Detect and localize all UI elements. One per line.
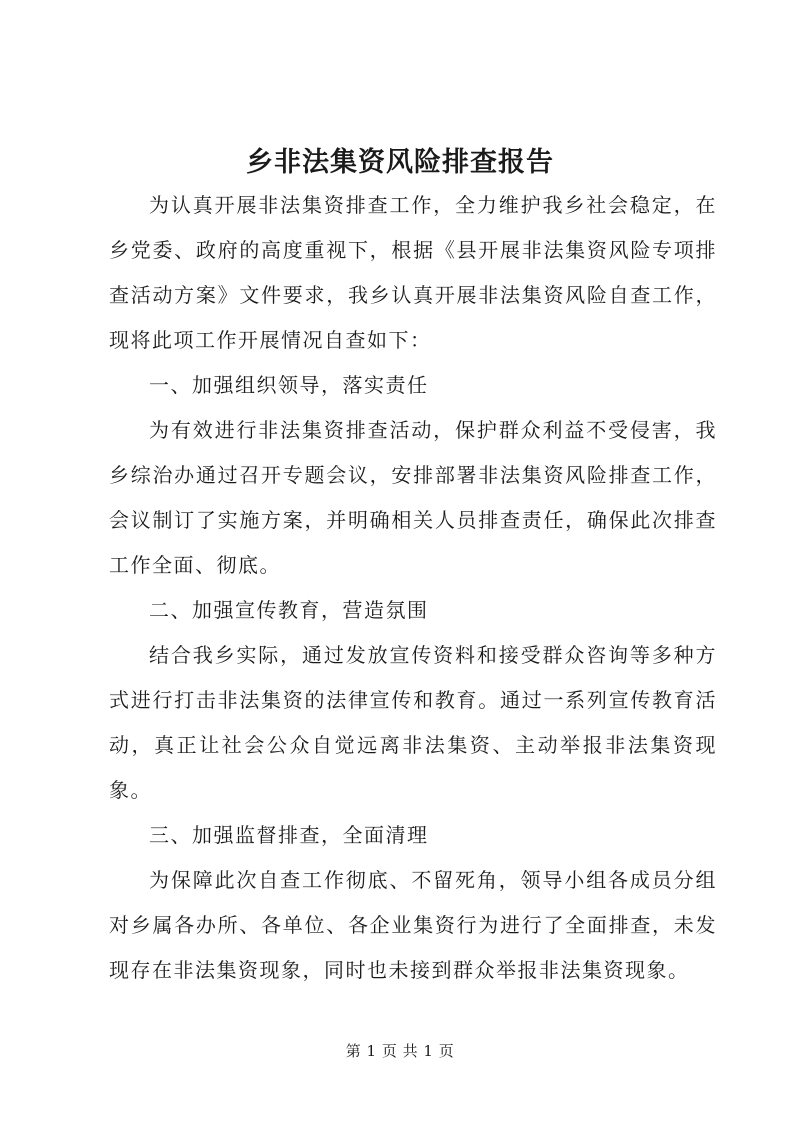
section-heading-1: 一、加强组织领导，落实责任 bbox=[149, 373, 429, 397]
document-body bbox=[109, 183, 717, 993]
intro-paragraph: 为认真开展非法集资排查工作，全力维护我乡社会稳定，在乡党委、政府的高度重视下，根据《县开展非法集资风险专项排查活动方案》文件要求，我乡认真开展非法集资风险自查工作，现将此项工作开展情况自查如下： bbox=[109, 193, 717, 352]
section-paragraph-2: 结合我乡实际，通过发放宣传资料和接受群众咨询等多种方式进行打击非法集资的法律宣传和教育。通过一系列宣传教育活动，真正让社会公众自觉远离非法集资、主动举报非法集资现象。 bbox=[109, 643, 717, 802]
section-heading-3: 三、加强监督排查，全面清理 bbox=[149, 823, 429, 847]
page-footer: 第 1 页 共 1 页 bbox=[345, 1042, 455, 1060]
section-paragraph-3: 为保障此次自查工作彻底、不留死角，领导小组各成员分组对乡属各办所、各单位、各企业集资行为进行了全面排查，未发现存在非法集资现象，同时也未接到群众举报非法集资现象。 bbox=[109, 868, 717, 982]
page-title: 乡非法集资风险排查报告 bbox=[246, 147, 554, 178]
section-heading-2: 二、加强宣传教育，营造氛围 bbox=[149, 598, 429, 622]
section-paragraph-1: 为有效进行非法集资排查活动，保护群众利益不受侵害，我乡综治办通过召开专题会议，安排部署非法集资风险排查工作，会议制订了实施方案，并明确相关人员排查责任，确保此次排查工作全面、彻底。 bbox=[109, 418, 717, 577]
